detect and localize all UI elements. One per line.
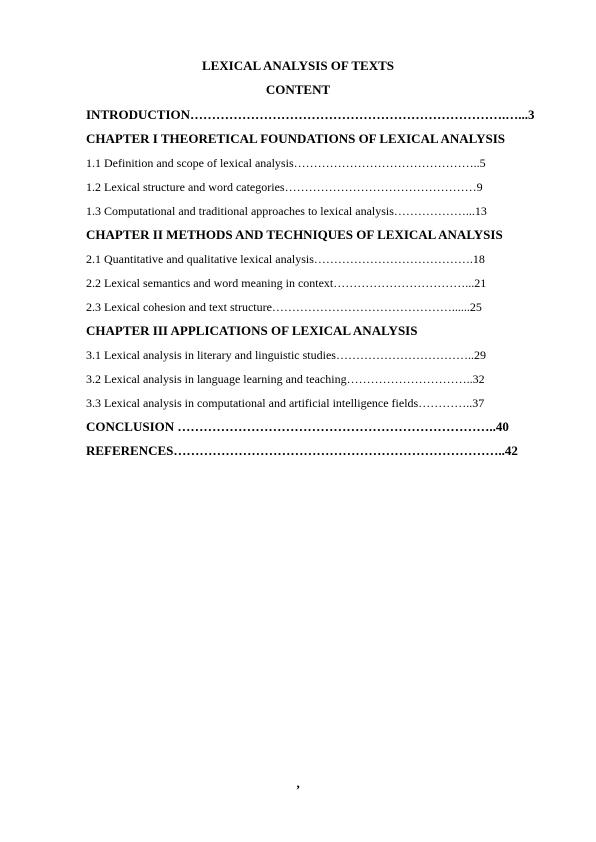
document-title: LEXICAL ANALYSIS OF TEXTS: [201, 58, 395, 73]
content-heading: CONTENT: [265, 82, 331, 97]
toc-chapter-1: CHAPTER I THEORETICAL FOUNDATIONS OF LEXICAL ANALYSIS: [86, 131, 505, 146]
toc-references: REFERENCES…………………………………………………………………..42: [86, 443, 518, 458]
toc-introduction: INTRODUCTION……………………………………………………………….…...3: [86, 107, 535, 122]
toc-section-2-3: 2.3 Lexical cohesion and text structure………………………………………......25: [86, 300, 482, 314]
toc-section-2-2: 2.2 Lexical semantics and word meaning in context……………………………...21: [86, 276, 487, 290]
toc-chapter-2: CHAPTER II METHODS AND TECHNIQUES OF LEXICAL ANALYSIS: [86, 227, 503, 242]
toc-section-3-2: 3.2 Lexical analysis in language learning and teaching…………………………..32: [86, 372, 485, 386]
toc-section-1-1: 1.1 Definition and scope of lexical analysis………………………………………..5: [86, 156, 486, 170]
toc-chapter-3: CHAPTER III APPLICATIONS OF LEXICAL ANALYSIS: [86, 323, 418, 338]
toc-section-3-3: 3.3 Lexical analysis in computational and artificial intelligence fields…………..37: [86, 396, 485, 410]
table-of-contents: [86, 103, 552, 463]
toc-section-1-2: 1.2 Lexical structure and word categories…………………………………………9: [86, 180, 483, 194]
toc-section-1-3: 1.3 Computational and traditional approaches to lexical analysis………………...13: [86, 204, 487, 218]
toc-conclusion: CONCLUSION ………………………………………………………………..40: [86, 419, 509, 434]
page-footer-mark: ’: [295, 782, 301, 797]
toc-section-2-1: 2.1 Quantitative and qualitative lexical analysis………………………………….18: [86, 252, 485, 266]
toc-section-3-1: 3.1 Lexical analysis in literary and linguistic studies……………………………..29: [86, 348, 486, 362]
